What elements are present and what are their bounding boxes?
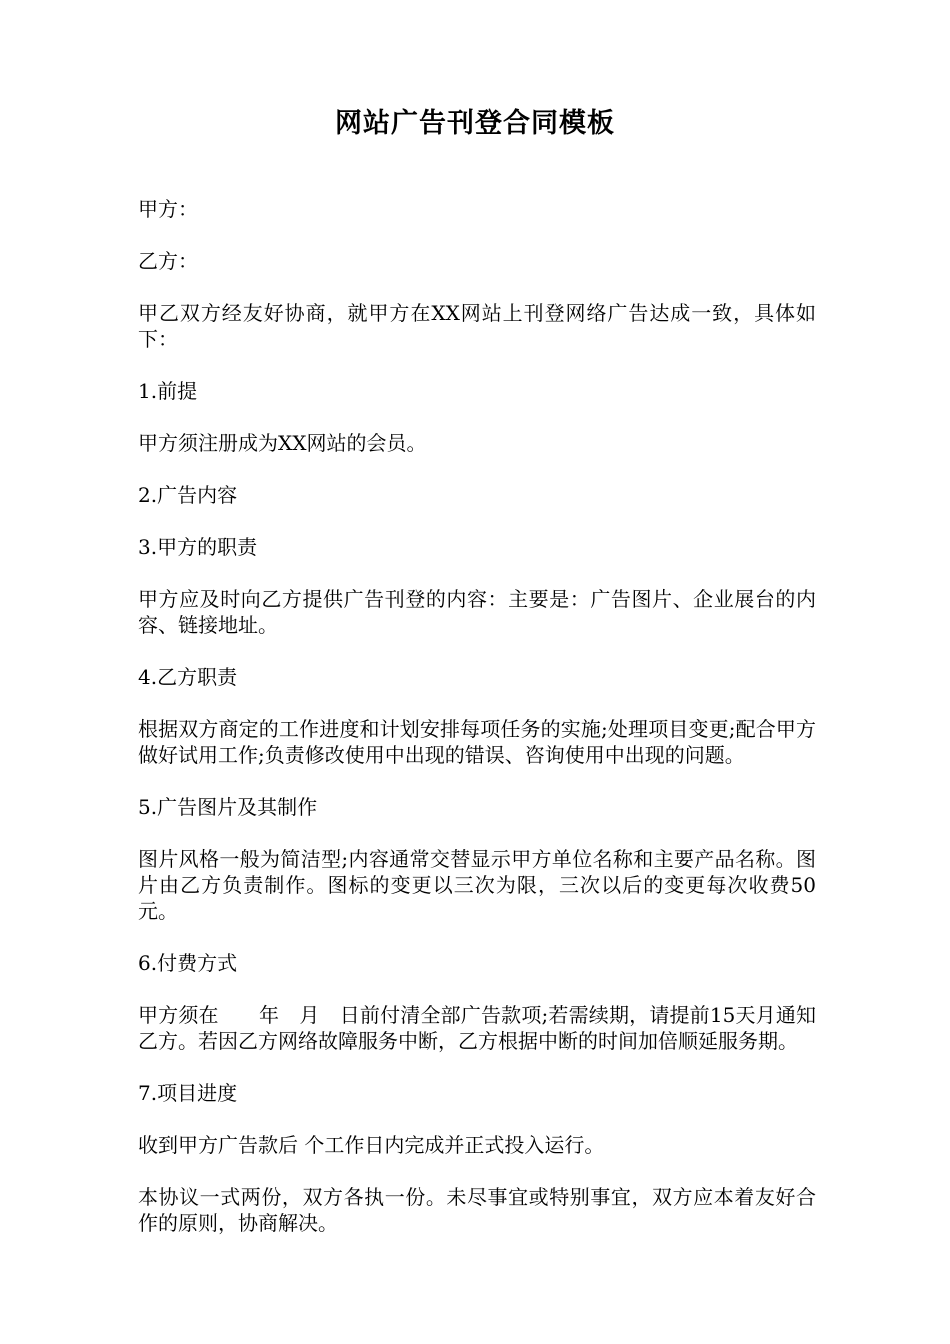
section-heading-premise: 1.前提 — [138, 379, 198, 403]
section-body-party-a-duties: 甲方应及时向乙方提供广告刊登的内容：主要是：广告图片、企业展台的内容、链接地址。 — [138, 587, 816, 637]
party-a-line: 甲方： — [138, 197, 198, 221]
section-heading-party-a-duties: 3.甲方的职责 — [138, 535, 258, 559]
section-body-party-b-duties: 根据双方商定的工作进度和计划安排每项任务的实施;处理项目变更;配合甲方做好试用工作;负责修改使用中出现的错误、咨询使用中出现的问题。 — [138, 717, 816, 767]
section-body-schedule: 收到甲方广告款后 个工作日内完成并正式投入运行。 — [138, 1133, 605, 1157]
section-body-ad-images: 图片风格一般为简洁型;内容通常交替显示甲方单位名称和主要产品名称。图片由乙方负责制作。图标的变更以三次为限，三次以后的变更每次收费50元。 — [138, 847, 816, 923]
party-b-line: 乙方： — [138, 249, 198, 273]
document-title: 网站广告刊登合同模板 — [335, 108, 615, 139]
section-heading-ad-content: 2.广告内容 — [138, 483, 238, 507]
section-heading-payment: 6.付费方式 — [138, 951, 238, 975]
section-body-premise: 甲方须注册成为XX网站的会员。 — [138, 431, 427, 455]
section-heading-schedule: 7.项目进度 — [138, 1081, 238, 1105]
closing-paragraph: 本协议一式两份，双方各执一份。未尽事宜或特别事宜，双方应本着友好合作的原则，协商解决。 — [138, 1185, 816, 1235]
section-body-payment: 甲方须在 年 月 日前付清全部广告款项;若需续期，请提前15天月通知乙方。若因乙方网络故障服务中断，乙方根据中断的时间加倍顺延服务期。 — [138, 1003, 816, 1053]
section-heading-party-b-duties: 4.乙方职责 — [138, 665, 238, 689]
intro-paragraph: 甲乙双方经友好协商，就甲方在XX网站上刊登网络广告达成一致，具体如下： — [138, 301, 816, 351]
document-body — [138, 196, 816, 1262]
section-heading-ad-images: 5.广告图片及其制作 — [138, 795, 318, 819]
